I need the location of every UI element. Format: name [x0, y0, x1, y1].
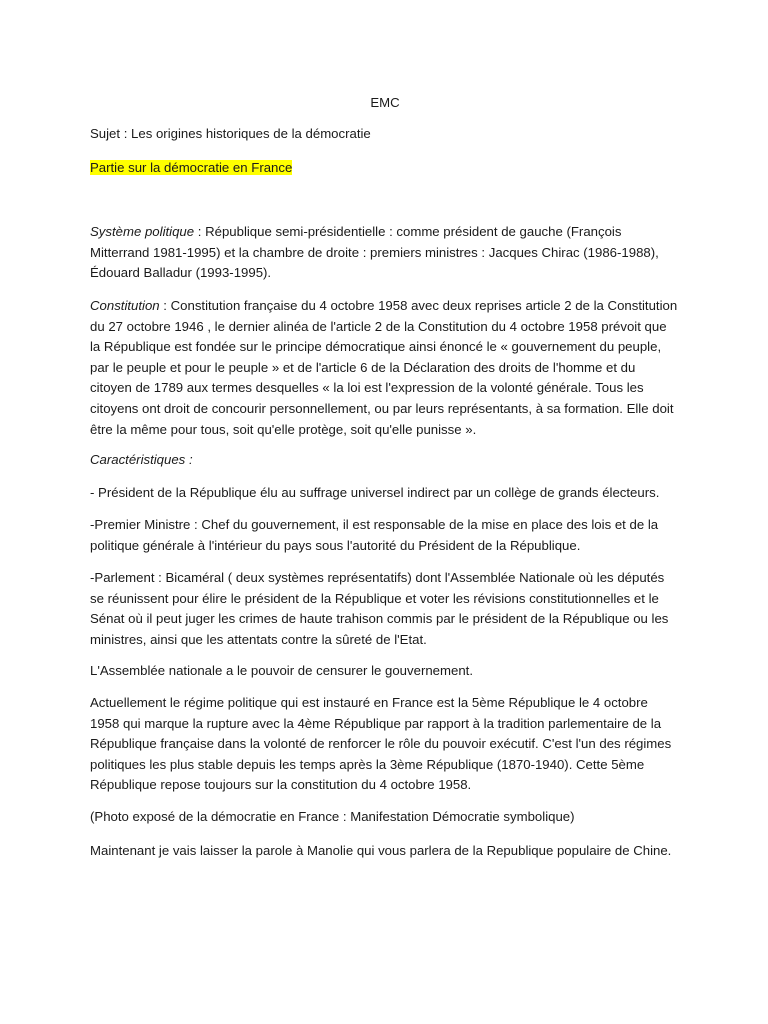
caracteristiques-suffix: :: [185, 452, 193, 467]
constitution-label: Constitution: [90, 298, 160, 313]
highlighted-heading-text: Partie sur la démocratie en France: [90, 160, 293, 175]
document-title: EMC: [370, 95, 400, 110]
paragraph-constitution: [90, 296, 680, 440]
paragraph-maintenant: Maintenant je vais laisser la parole à Manolie qui vous parlera de la Republique populaire de Chine.: [90, 843, 672, 858]
systeme-label: Système politique: [90, 224, 195, 239]
subject-line: Sujet : Les origines historiques de la démocratie: [90, 126, 371, 141]
paragraph-premier-ministre: -Premier Ministre : Chef du gouvernement, il est responsable de la mise en place des lois et de la politique générale à l'intérieur du pays sous l'autorité du Président de la République.: [90, 517, 659, 553]
paragraph-systeme-politique: [90, 222, 680, 284]
paragraph-caracteristiques: [90, 450, 680, 471]
caracteristiques-label: Caractéristiques: [90, 452, 186, 467]
paragraph-parlement: -Parlement : Bicaméral ( deux systèmes représentatifs) dont l'Assemblée Nationale où les députés se réunissent pour élire le président de la République et voter les révisions constitutionnelles et le Sénat où il peut juger les crimes de haute trahison commis par le président de la République ou les ministres, ainsi que les attentats contre la sûreté de l'Etat.: [90, 570, 669, 647]
paragraph-photo: (Photo exposé de la démocratie en France : Manifestation Démocratie symbolique): [90, 809, 575, 824]
constitution-text: : Constitution française du 4 octobre 1958 avec deux reprises article 2 de la Constitution du 27 octobre 1946 , le dernier alinéa de l'article 2 de la Constitution du 4 octobre 1958 prévoit que la République est fondée sur le principe démocratique ainsi énoncé le « gouvernement du peuple, par le peuple et pour le peuple » et de l'article 6 de la Déclaration des droits de l'homme et du citoyen de 1789 aux termes desquelles « la loi est l'expression de la volonté générale. Tous les citoyens ont droit de concourir personnellement, ou par leurs représentants, à sa formation. Elle doit être la même pour tous, soit qu'elle protège, soit qu'elle punisse ».: [90, 298, 678, 437]
section-heading: [90, 158, 680, 179]
paragraph-actuellement: Actuellement le régime politique qui est instauré en France est la 5ème République le 4 octobre 1958 qui marque la rupture avec la 4ème République par rapport à la tradition parlementaire de la République française dans la volonté de renforcer le rôle du pouvoir exécutif. C'est l'un des régimes politiques les plus stable depuis les temps après la 3ème République (1870-1940). Cette 5ème République repose toujours sur la constitution du 4 octobre 1958.: [90, 695, 672, 793]
paragraph-assemblee: L'Assemblée nationale a le pouvoir de censurer le gouvernement.: [90, 663, 473, 678]
systeme-text: : République semi-présidentielle : comme président de gauche (François Mitterrand 1981-1995) et la chambre de droite : premiers ministres : Jacques Chirac (1986-1988), Édouard Balladur (1993-1995).: [90, 224, 659, 281]
paragraph-president: - Président de la République élu au suffrage universel indirect par un collège de grands électeurs.: [90, 485, 660, 500]
